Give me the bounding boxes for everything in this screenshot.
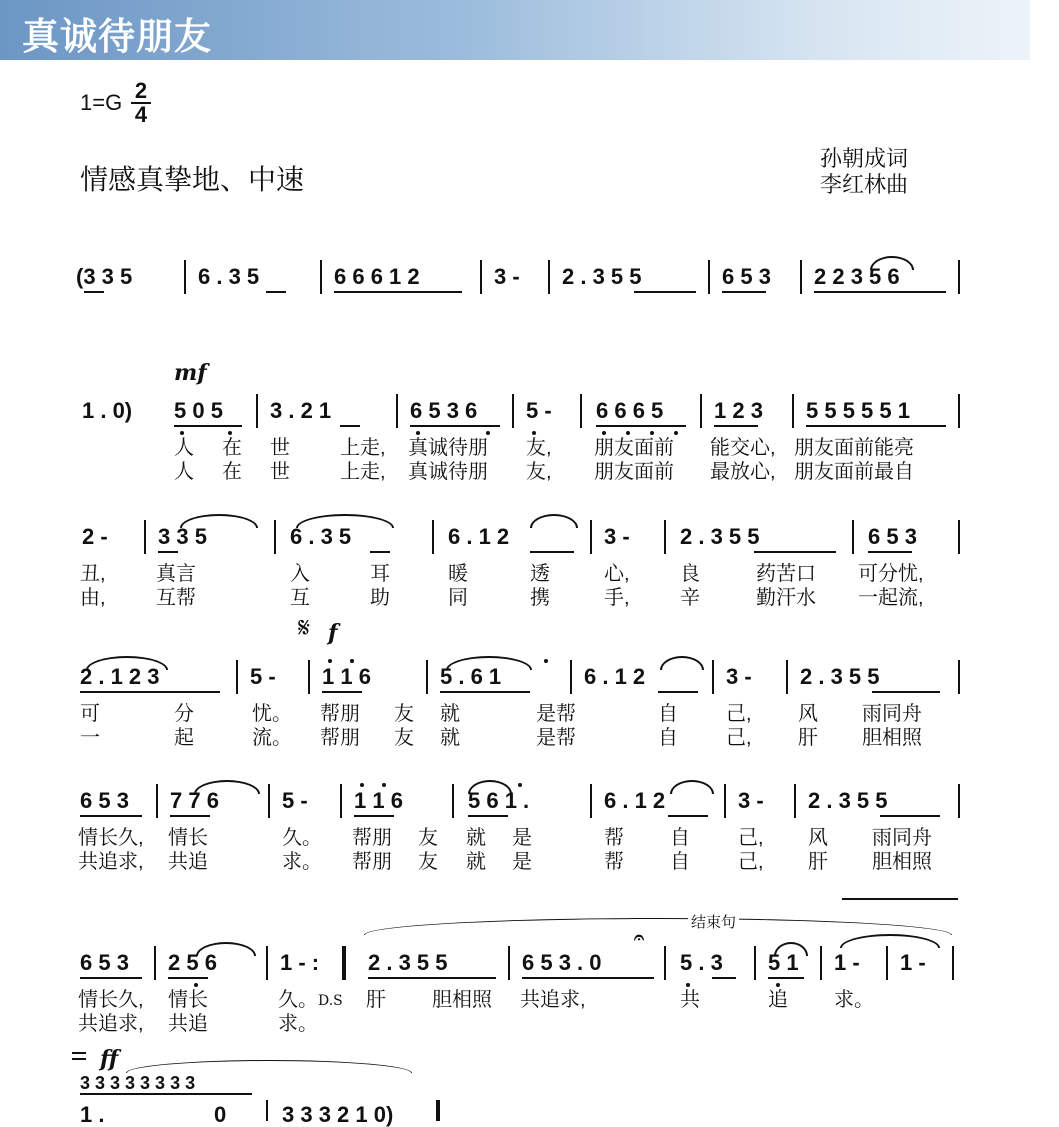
beam-underline [174, 425, 242, 427]
repeat-barline [342, 946, 346, 980]
barline [396, 394, 398, 428]
crescendo-line [126, 1060, 412, 1073]
lyric-verse1: 己, [738, 827, 764, 849]
notes-measure: 6 . 3 5 [198, 264, 260, 289]
beam-underline [658, 691, 698, 693]
beam-underline [84, 291, 104, 293]
slur [660, 656, 704, 670]
ending-line [842, 898, 958, 900]
octave-dot [544, 659, 548, 663]
lyric-verse1: 帮朋 [320, 703, 360, 725]
notes-measure: 5 . 3 [680, 950, 723, 975]
notes-measure: 2 2 3 5 6 [814, 264, 900, 289]
notes-measure: 6 5 3 6 [410, 398, 478, 423]
notes-measure: 2 . 3 5 5 [808, 788, 888, 813]
ending-label: 结束句 [688, 911, 739, 932]
lyric-verse1: 雨同舟 [872, 827, 932, 849]
lyric-verse2: 勤汗水 [756, 587, 816, 609]
beam-underline [334, 291, 462, 293]
notes-measure: 2 5 6 [168, 950, 217, 975]
lyric-verse1: 求。 [834, 989, 874, 1011]
barline [794, 784, 796, 818]
slur [180, 514, 258, 528]
notes-measure: 3 - [738, 788, 764, 813]
slur [530, 514, 578, 528]
lyric-verse2: 自 [658, 727, 678, 749]
lyric-verse1: 己, [726, 703, 752, 725]
slur [670, 780, 714, 794]
lyric-verse1: 自 [670, 827, 690, 849]
lyric-verse1: 真诚待朋 [408, 437, 488, 459]
lyric-verse2: 求。 [278, 1013, 318, 1035]
notes-measure: 5 5 5 5 5 1 [806, 398, 910, 423]
notes-measure: 5 - [250, 664, 276, 689]
lyric-verse1: 情长 [168, 989, 208, 1011]
lyric-verse1: 就 [440, 703, 460, 725]
barline [590, 784, 592, 818]
lyric-verse2: 一 [80, 727, 100, 749]
notes-measure: 6 . 3 5 [290, 524, 352, 549]
octave-dot [416, 431, 420, 435]
octave-dot [360, 783, 364, 787]
notes-measure: 5 - [282, 788, 308, 813]
notes-measure: 3 - [726, 664, 752, 689]
lyric-verse1: 入 [290, 563, 310, 585]
lyric-verse2: 助 [370, 587, 390, 609]
beam-underline [754, 551, 836, 553]
notes-measure: 3 3 3 2 1 0) [282, 1102, 394, 1127]
dynamic-f: f [328, 620, 338, 646]
lyric-verse2: 互帮 [156, 587, 196, 609]
lyric-verse2: 帮朋 [320, 727, 360, 749]
beam-underline [872, 691, 940, 693]
slur [446, 656, 532, 670]
barline [958, 784, 960, 818]
tempo-line [72, 1058, 86, 1060]
lyric-verse1: 良 [680, 563, 700, 585]
notes-measure: 1 1 6 [322, 664, 371, 689]
dynamic-mf: mf [174, 360, 207, 386]
tie [840, 934, 940, 948]
lyric-verse1: 药苦口 [756, 563, 816, 585]
lyric-verse2: 是帮 [536, 727, 576, 749]
lyric-verse1: 自 [658, 703, 678, 725]
notes-measure: 5 . 6 1 [440, 664, 502, 689]
notes-measure: 0 [214, 1102, 227, 1127]
lyric-verse1: 心, [604, 563, 630, 585]
time-signature [130, 80, 152, 126]
lyric-verse2: 共追 [168, 1013, 208, 1035]
notes-measure: 6 5 3 [80, 950, 129, 975]
barline [256, 394, 258, 428]
octave-dot [626, 431, 630, 435]
octave-dot [602, 431, 606, 435]
beam-underline [322, 691, 362, 693]
key-signature: 1=G [80, 90, 123, 115]
notes-measure: 2 . 3 5 5 [680, 524, 760, 549]
lyric-verse2: 由, [80, 587, 106, 609]
notes-measure: 5 - [526, 398, 552, 423]
lyric-verse1: 风 [798, 703, 818, 725]
barline [952, 946, 954, 980]
barline [786, 660, 788, 694]
lyric-verse2: 辛 [680, 587, 700, 609]
lyric-verse2: 同 [448, 587, 468, 609]
octave-dot [180, 431, 184, 435]
notes-measure: 5 6 1 . [468, 788, 530, 813]
beam-underline [158, 551, 178, 553]
octave-dot [776, 983, 780, 987]
notes-measure: 3 3 5 [158, 524, 207, 549]
time-sig-bottom: 4 [134, 102, 148, 127]
notes-measure: 3 - [604, 524, 630, 549]
octave-dot [328, 659, 332, 663]
lyric-verse1: 上走, [340, 437, 386, 459]
lyric-verse2: 自 [670, 851, 690, 873]
notes-measure: 7 7 6 [170, 788, 219, 813]
barline [266, 1100, 268, 1121]
notes-measure: 1 . [80, 1102, 105, 1127]
lyric-verse1: 能交心, [710, 437, 776, 459]
lyric-verse1: 友 [394, 703, 414, 725]
lyric-verse1: 帮朋 [352, 827, 392, 849]
lyric-verse2: 在 [222, 461, 242, 483]
barline [156, 784, 158, 818]
lyric-verse2: 世 [270, 461, 290, 483]
lyric-verse1: 帮 [604, 827, 624, 849]
lyric-verse1: 雨同舟 [862, 703, 922, 725]
lyric-verse2: 携 [530, 587, 550, 609]
lyric-verse2: 胆相照 [862, 727, 922, 749]
lyric-verse1: 胆相照 [432, 989, 492, 1011]
slur [296, 514, 394, 528]
barline [958, 394, 960, 428]
lyric-verse1: 朋友面前能亮 [794, 437, 914, 459]
notes-measure: 6 . 1 2 [448, 524, 510, 549]
barline [268, 784, 270, 818]
lyric-verse2: 上走, [340, 461, 386, 483]
barline [512, 394, 514, 428]
octave-dot [486, 431, 490, 435]
octave-dot [194, 983, 198, 987]
tempo-line [72, 1052, 86, 1054]
lyric-verse1: 可 [80, 703, 100, 725]
lyric-verse2: 共追求, [78, 851, 144, 873]
composer-credit: 李红林曲 [820, 173, 909, 198]
lyric-verse2: 胆相照 [872, 851, 932, 873]
lyric-verse2: 己, [726, 727, 752, 749]
octave-dot [532, 431, 536, 435]
lyric-verse1: 可分忧, [858, 563, 924, 585]
barline [712, 660, 714, 694]
octave-dot [382, 783, 386, 787]
lyric-verse1: 风 [808, 827, 828, 849]
beam-underline [880, 815, 940, 817]
beam-underline [668, 815, 708, 817]
beam-underline [768, 977, 804, 979]
final-barline [436, 1100, 440, 1121]
notes-measure: 3 3 3 3 3 3 3 3 [80, 1073, 196, 1093]
lyric-verse2: 人 [174, 461, 194, 483]
lyric-verse2: 友 [418, 851, 438, 873]
notes-measure: 6 5 3 [868, 524, 917, 549]
lyric-verse2: 真诚待朋 [408, 461, 488, 483]
notes-measure: 2 . 3 5 5 [800, 664, 880, 689]
beam-underline [370, 551, 390, 553]
lyric-verse1: 人 [174, 437, 194, 459]
title-banner [0, 0, 1030, 60]
beam-underline [530, 551, 574, 553]
octave-dot [518, 783, 522, 787]
barline [570, 660, 572, 694]
barline [886, 946, 888, 980]
tempo-marking: 情感真挚地、中速 [80, 163, 305, 196]
barline [154, 946, 156, 980]
lyric-verse2: 朋友面前 [594, 461, 674, 483]
lyric-verse2: 起 [174, 727, 194, 749]
barline [508, 946, 510, 980]
beam-underline [722, 291, 766, 293]
barline [700, 394, 702, 428]
beam-underline [80, 977, 142, 979]
beam-underline [354, 815, 394, 817]
beam-underline [168, 977, 208, 979]
lyric-verse1: 世 [270, 437, 290, 459]
barline [724, 784, 726, 818]
beam-underline [80, 691, 220, 693]
notes-measure: 2 . 3 5 5 [368, 950, 448, 975]
barline [480, 260, 482, 294]
beam-underline [266, 291, 286, 293]
barline [664, 946, 666, 980]
beam-underline [522, 977, 654, 979]
lyric-verse2: 友, [526, 461, 552, 483]
barline [184, 260, 186, 294]
notes-measure: 1 1 6 [354, 788, 403, 813]
notes-measure: 5 1 [768, 950, 799, 975]
slur [86, 656, 168, 670]
notes-measure: 6 5 3 . 0 [522, 950, 602, 975]
lyric-verse1: 情长久, [78, 989, 144, 1011]
octave-dot [650, 431, 654, 435]
barline [792, 394, 794, 428]
lyric-verse2: 最放心, [710, 461, 776, 483]
lyric-verse2: 友 [394, 727, 414, 749]
slur [194, 780, 260, 794]
ds-marking: D.S [318, 993, 343, 1009]
barline [308, 660, 310, 694]
beam-underline [468, 815, 508, 817]
barline [664, 520, 666, 554]
lyric-verse1: 情长久, [78, 827, 144, 849]
lyric-verse2: 一起流, [858, 587, 924, 609]
beam-underline [368, 977, 496, 979]
barline [144, 520, 146, 554]
barline [266, 946, 268, 980]
notes-measure: 1 - [900, 950, 926, 975]
beam-underline [868, 551, 912, 553]
barline [452, 784, 454, 818]
notes-measure: 6 . 1 2 [604, 788, 666, 813]
segno-icon: 𝄋 [298, 612, 311, 643]
barline [590, 520, 592, 554]
beam-underline [80, 815, 142, 817]
barline [958, 660, 960, 694]
barline [852, 520, 854, 554]
lyric-verse2: 帮朋 [352, 851, 392, 873]
lyric-verse1: 在 [222, 437, 242, 459]
barline [800, 260, 802, 294]
beam-underline [806, 425, 946, 427]
notes-measure: 2 - [82, 524, 108, 549]
lyric-verse2: 共追求, [78, 1013, 144, 1035]
beam-underline [714, 425, 758, 427]
barline [958, 520, 960, 554]
beam-underline [340, 425, 360, 427]
slur [870, 256, 914, 270]
lyric-verse1: 耳 [370, 563, 390, 585]
beam-underline [596, 425, 686, 427]
lyric-verse1: 久。 [278, 989, 318, 1011]
octave-dot [686, 983, 690, 987]
lyric-verse1: 就 [466, 827, 486, 849]
beam-underline [410, 425, 500, 427]
lyric-verse2: 就 [466, 851, 486, 873]
lyric-verse1: 丑, [80, 563, 106, 585]
lyric-verse2: 求。 [282, 851, 322, 873]
lyric-verse1: 共 [680, 989, 700, 1011]
octave-dot [228, 431, 232, 435]
notes-measure: 2 . 1 2 3 [80, 664, 160, 689]
lyric-verse1: 是 [512, 827, 532, 849]
notes-measure: 6 5 3 [80, 788, 129, 813]
lyric-verse1: 友, [526, 437, 552, 459]
barline [548, 260, 550, 294]
notes-measure: 1 - : [280, 950, 320, 975]
notes-measure: 6 . 1 2 [584, 664, 646, 689]
notes-measure: 5 0 5 [174, 398, 223, 423]
lyric-verse1: 是帮 [536, 703, 576, 725]
notes-measure: (3 3 5 [76, 264, 133, 289]
barline [236, 660, 238, 694]
fermata-icon: 𝄐 [634, 927, 645, 947]
barline [340, 784, 342, 818]
lyric-verse1: 友 [418, 827, 438, 849]
lyric-verse1: 朋友面前 [594, 437, 674, 459]
barline [958, 260, 960, 294]
lyric-verse2: 流。 [252, 727, 292, 749]
beam-underline [712, 977, 736, 979]
lyric-verse1: 透 [530, 563, 550, 585]
notes-measure: 1 2 3 [714, 398, 763, 423]
lyric-verse1: 分 [174, 703, 194, 725]
notes-measure: 1 - [834, 950, 860, 975]
barline [580, 394, 582, 428]
notes-measure: 2 . 3 5 5 [562, 264, 642, 289]
notes-measure: 3 . 2 1 [270, 398, 332, 423]
beam-underline [814, 291, 946, 293]
lyric-verse1: 肝 [366, 989, 386, 1011]
lyric-verse2: 就 [440, 727, 460, 749]
slur [774, 942, 808, 956]
lyric-verse1: 忧。 [252, 703, 292, 725]
barline [708, 260, 710, 294]
slur [196, 942, 256, 956]
dynamic-ff: ff [100, 1046, 119, 1072]
lyric-verse2: 手, [604, 587, 630, 609]
lyric-verse1: 暖 [448, 563, 468, 585]
lyric-verse1: 追 [768, 989, 788, 1011]
notes-measure: 6 5 3 [722, 264, 771, 289]
notes-measure: 1 . 0) [82, 398, 133, 423]
barline [274, 520, 276, 554]
barline [820, 946, 822, 980]
lyric-verse1: 真言 [156, 563, 196, 585]
octave-dot [674, 431, 678, 435]
time-sig-top: 2 [134, 78, 148, 103]
lyric-verse2: 是 [512, 851, 532, 873]
lyric-verse2: 共追 [168, 851, 208, 873]
notes-measure: 6 6 6 5 [596, 398, 664, 423]
notes-measure: 3 - [494, 264, 520, 289]
lyric-verse2: 肝 [808, 851, 828, 873]
notes-measure: 6 6 6 1 2 [334, 264, 420, 289]
lyricist-credit: 孙朝成词 [820, 147, 909, 172]
lyric-verse1: 久。 [282, 827, 322, 849]
lyric-verse2: 朋友面前最自 [794, 461, 914, 483]
lyric-verse2: 肝 [798, 727, 818, 749]
beam-underline [80, 1093, 252, 1095]
barline [432, 520, 434, 554]
lyric-verse1: 情长 [168, 827, 208, 849]
lyric-verse2: 己, [738, 851, 764, 873]
beam-underline [634, 291, 696, 293]
beam-underline [440, 691, 530, 693]
ending-bracket [364, 918, 952, 935]
beam-underline [170, 815, 210, 817]
barline [320, 260, 322, 294]
lyric-verse1: 共追求, [520, 989, 586, 1011]
lyric-verse2: 帮 [604, 851, 624, 873]
octave-dot [350, 659, 354, 663]
barline [754, 946, 756, 980]
slur [468, 780, 512, 794]
lyric-verse2: 互 [290, 587, 310, 609]
song-title: 真诚待朋友 [22, 14, 212, 58]
barline [426, 660, 428, 694]
